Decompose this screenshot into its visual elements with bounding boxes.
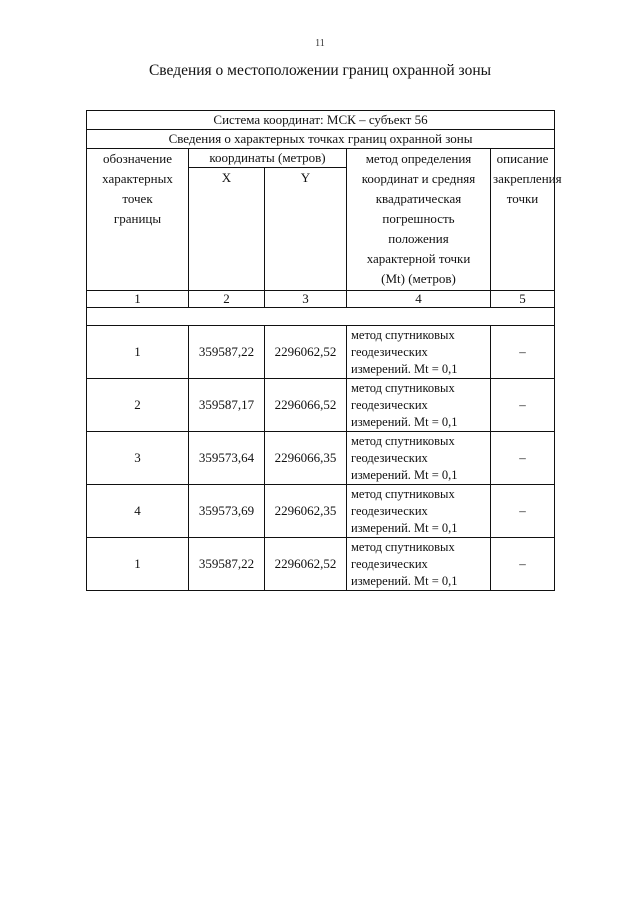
- header-line: метод определения: [365, 151, 472, 166]
- method-line: измерений. Mt = 0,1: [351, 414, 458, 429]
- point-cell: 2: [87, 379, 189, 432]
- table-row: [87, 326, 555, 379]
- method-line: метод спутниковых: [351, 327, 455, 342]
- method-cell: [347, 432, 491, 485]
- y-cell: 2296062,35: [265, 485, 347, 538]
- header-line: характерных: [102, 171, 173, 186]
- header-line: погрешность: [382, 211, 455, 226]
- header-line: характерной точки: [366, 251, 471, 266]
- header-line: положения: [388, 231, 449, 246]
- header-line: квадратическая: [375, 191, 462, 206]
- column-number: 1: [87, 291, 189, 308]
- method-line: метод спутниковых: [351, 380, 455, 395]
- description-cell: –: [491, 326, 555, 379]
- y-header: Y: [265, 168, 347, 291]
- method-cell: [347, 485, 491, 538]
- column-number: 4: [347, 291, 491, 308]
- x-cell: 359573,64: [189, 432, 265, 485]
- y-cell: 2296066,52: [265, 379, 347, 432]
- x-header: X: [189, 168, 265, 291]
- description-cell: –: [491, 379, 555, 432]
- point-cell: 1: [87, 538, 189, 591]
- header-line: (Mt) (метров): [381, 271, 456, 286]
- x-cell: 359573,69: [189, 485, 265, 538]
- x-cell: 359587,17: [189, 379, 265, 432]
- header-row-1: [87, 149, 555, 168]
- method-cell: [347, 326, 491, 379]
- description-cell: –: [491, 432, 555, 485]
- y-cell: 2296066,35: [265, 432, 347, 485]
- column-numbers-row: [87, 291, 555, 308]
- header-line: точек: [122, 191, 153, 206]
- x-cell: 359587,22: [189, 538, 265, 591]
- description-cell: –: [491, 485, 555, 538]
- method-line: геодезических: [351, 344, 428, 359]
- description-cell: –: [491, 538, 555, 591]
- point-cell: 1: [87, 326, 189, 379]
- table-row: [87, 485, 555, 538]
- y-cell: 2296062,52: [265, 538, 347, 591]
- table-subtitle-cell: Сведения о характерных точках границ охранной зоны: [87, 130, 555, 149]
- method-line: измерений. Mt = 0,1: [351, 467, 458, 482]
- coordinate-system-cell: Система координат: МСК – субъект 56: [87, 111, 555, 130]
- method-line: измерений. Mt = 0,1: [351, 573, 458, 588]
- point-designation-header: [87, 149, 189, 291]
- subtitle-row: [87, 130, 555, 149]
- method-line: геодезических: [351, 556, 428, 571]
- table-row: [87, 379, 555, 432]
- method-cell: [347, 379, 491, 432]
- column-number: 3: [265, 291, 347, 308]
- method-line: геодезических: [351, 503, 428, 518]
- x-cell: 359587,22: [189, 326, 265, 379]
- column-number: 5: [491, 291, 555, 308]
- column-number: 2: [189, 291, 265, 308]
- table-row: [87, 432, 555, 485]
- empty-cell: [87, 308, 555, 326]
- empty-row: [87, 308, 555, 326]
- system-row: [87, 111, 555, 130]
- method-line: геодезических: [351, 450, 428, 465]
- header-line: границы: [113, 211, 162, 226]
- method-line: метод спутниковых: [351, 433, 455, 448]
- method-line: измерений. Mt = 0,1: [351, 361, 458, 376]
- method-line: метод спутниковых: [351, 486, 455, 501]
- coordinates-header: координаты (метров): [189, 149, 347, 168]
- page-title: Сведения о местоположении границ охранной зоны: [148, 62, 492, 79]
- header-line: закрепления: [493, 171, 562, 186]
- header-line: описание: [496, 151, 549, 166]
- page-number: 11: [315, 38, 325, 49]
- method-header: [347, 149, 491, 291]
- header-line: координат и средняя: [361, 171, 476, 186]
- header-line: обозначение: [103, 151, 172, 166]
- method-line: геодезических: [351, 397, 428, 412]
- boundary-points-table: [86, 110, 562, 591]
- description-header: [491, 149, 562, 291]
- header-line: точки: [506, 191, 539, 206]
- point-cell: 4: [87, 485, 189, 538]
- method-cell: [347, 538, 491, 591]
- y-cell: 2296062,52: [265, 326, 347, 379]
- method-line: измерений. Mt = 0,1: [351, 520, 458, 535]
- point-cell: 3: [87, 432, 189, 485]
- method-line: метод спутниковых: [351, 539, 455, 554]
- table-row: [87, 538, 555, 591]
